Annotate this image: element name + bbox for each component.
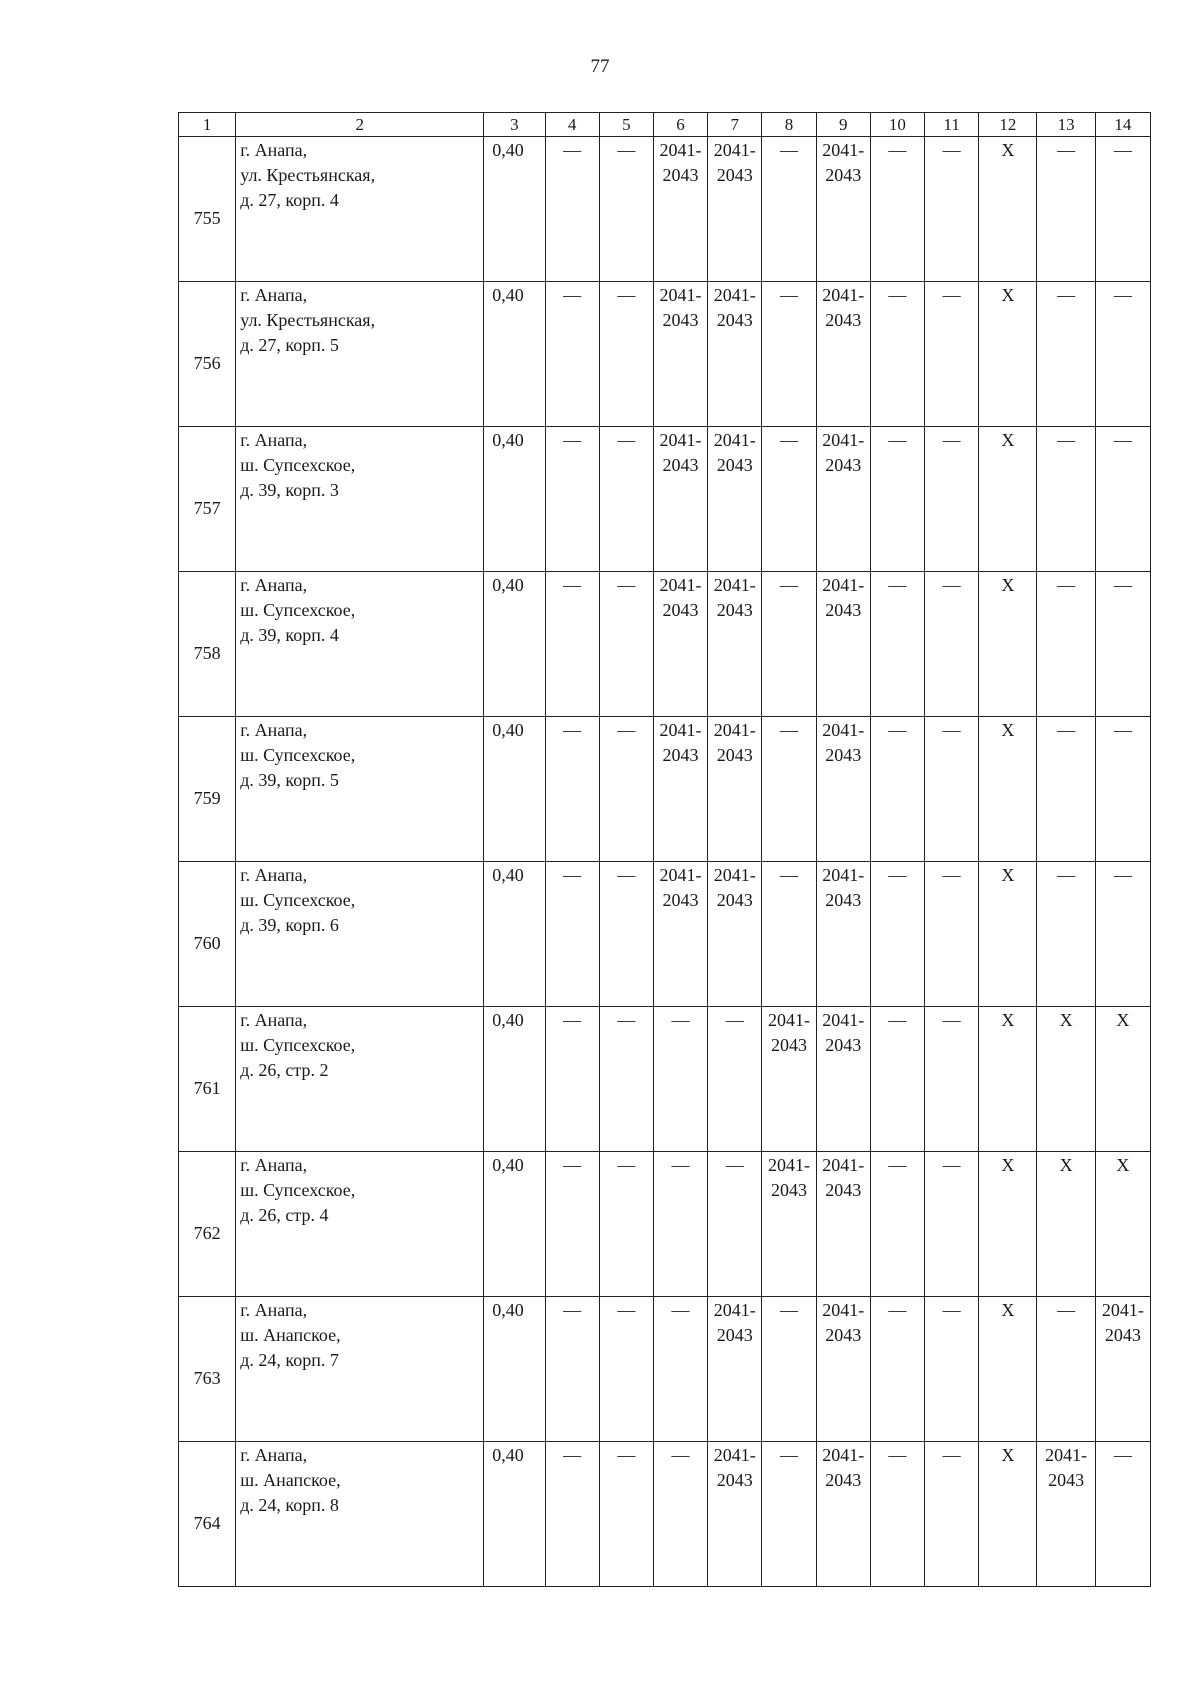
value-cell-col-10: — [870, 572, 924, 717]
value-cell-col-8: 2041- 2043 [762, 1152, 816, 1297]
value-cell-col-11: — [925, 1297, 979, 1442]
value-cell-col-9: 2041- 2043 [816, 572, 870, 717]
value-cell-col-11: — [925, 282, 979, 427]
address-line: д. 24, корп. 7 [240, 1350, 339, 1370]
address-line: д. 24, корп. 8 [240, 1495, 339, 1515]
value-cell-col-4: — [545, 1297, 599, 1442]
value-cell-col-5: — [599, 572, 653, 717]
value-cell-col-10: — [870, 717, 924, 862]
value-cell-col-4: — [545, 427, 599, 572]
value-cell-col-5: — [599, 1007, 653, 1152]
address-line: ш. Анапское, [240, 1325, 341, 1345]
value-cell-col-8: — [762, 717, 816, 862]
address-line: г. Анапа, [240, 430, 308, 450]
value-cell-col-14: X [1095, 1152, 1150, 1297]
table-row [179, 137, 1151, 282]
value-cell-col-5: — [599, 1442, 653, 1587]
row-number: 760 [179, 862, 236, 1007]
value-cell-col-6: 2041- 2043 [653, 427, 707, 572]
address-line: д. 39, корп. 3 [240, 480, 339, 500]
address-line: д. 27, корп. 5 [240, 335, 339, 355]
address-line: ш. Супсехское, [240, 600, 356, 620]
row-number: 757 [179, 427, 236, 572]
value-cell-col-3: 0,40 [484, 427, 545, 572]
value-cell-col-8: — [762, 1442, 816, 1587]
column-header-9: 9 [816, 113, 870, 137]
address-line: ш. Супсехское, [240, 1035, 356, 1055]
address-line: г. Анапа, [240, 285, 308, 305]
address-cell [236, 1442, 484, 1587]
value-cell-col-9: 2041- 2043 [816, 862, 870, 1007]
address-cell [236, 572, 484, 717]
value-cell-col-4: — [545, 1152, 599, 1297]
table-row [179, 1442, 1151, 1587]
schedule-table [178, 112, 1151, 1587]
value-cell-col-3: 0,40 [484, 1007, 545, 1152]
value-cell-col-12: X [979, 862, 1037, 1007]
value-cell-col-5: — [599, 1297, 653, 1442]
value-cell-col-3: 0,40 [484, 137, 545, 282]
address-line: д. 26, стр. 2 [240, 1060, 329, 1080]
column-header-3: 3 [484, 113, 545, 137]
value-cell-col-6: 2041- 2043 [653, 282, 707, 427]
value-cell-col-7: 2041- 2043 [708, 572, 762, 717]
value-cell-col-6: 2041- 2043 [653, 717, 707, 862]
value-cell-col-6: — [653, 1152, 707, 1297]
value-cell-col-5: — [599, 862, 653, 1007]
value-cell-col-9: 2041- 2043 [816, 137, 870, 282]
address-cell [236, 137, 484, 282]
column-header-2: 2 [236, 113, 484, 137]
value-cell-col-4: — [545, 282, 599, 427]
address-line: г. Анапа, [240, 1445, 308, 1465]
value-cell-col-14: — [1095, 1442, 1150, 1587]
value-cell-col-10: — [870, 137, 924, 282]
value-cell-col-4: — [545, 717, 599, 862]
value-cell-col-14: — [1095, 717, 1150, 862]
value-cell-col-6: 2041- 2043 [653, 137, 707, 282]
value-cell-col-13: — [1037, 1297, 1095, 1442]
value-cell-col-13: — [1037, 137, 1095, 282]
value-cell-col-7: — [708, 1152, 762, 1297]
address-line: д. 39, корп. 5 [240, 770, 339, 790]
value-cell-col-3: 0,40 [484, 1297, 545, 1442]
value-cell-col-7: 2041- 2043 [708, 137, 762, 282]
value-cell-col-13: — [1037, 862, 1095, 1007]
value-cell-col-7: 2041- 2043 [708, 862, 762, 1007]
value-cell-col-11: — [925, 862, 979, 1007]
value-cell-col-10: — [870, 1442, 924, 1587]
table-row [179, 427, 1151, 572]
table-row [179, 1152, 1151, 1297]
address-line: г. Анапа, [240, 865, 308, 885]
value-cell-col-9: 2041- 2043 [816, 1152, 870, 1297]
value-cell-col-7: 2041- 2043 [708, 282, 762, 427]
column-header-6: 6 [653, 113, 707, 137]
value-cell-col-14: — [1095, 137, 1150, 282]
column-header-7: 7 [708, 113, 762, 137]
address-line: ш. Супсехское, [240, 890, 356, 910]
value-cell-col-13: 2041- 2043 [1037, 1442, 1095, 1587]
address-cell [236, 1297, 484, 1442]
value-cell-col-9: 2041- 2043 [816, 1442, 870, 1587]
value-cell-col-7: 2041- 2043 [708, 1297, 762, 1442]
value-cell-col-6: — [653, 1297, 707, 1442]
address-line: д. 27, корп. 4 [240, 190, 339, 210]
value-cell-col-3: 0,40 [484, 717, 545, 862]
address-line: г. Анапа, [240, 1300, 308, 1320]
value-cell-col-9: 2041- 2043 [816, 717, 870, 862]
value-cell-col-5: — [599, 717, 653, 862]
value-cell-col-9: 2041- 2043 [816, 1007, 870, 1152]
value-cell-col-8: — [762, 137, 816, 282]
column-header-11: 11 [925, 113, 979, 137]
value-cell-col-7: — [708, 1007, 762, 1152]
value-cell-col-12: X [979, 1152, 1037, 1297]
value-cell-col-11: — [925, 1152, 979, 1297]
value-cell-col-13: — [1037, 572, 1095, 717]
value-cell-col-13: — [1037, 282, 1095, 427]
address-line: ш. Супсехское, [240, 1180, 356, 1200]
value-cell-col-4: — [545, 137, 599, 282]
column-header-12: 12 [979, 113, 1037, 137]
value-cell-col-6: — [653, 1007, 707, 1152]
address-line: г. Анапа, [240, 1155, 308, 1175]
row-number: 761 [179, 1007, 236, 1152]
value-cell-col-7: 2041- 2043 [708, 1442, 762, 1587]
table-row [179, 1007, 1151, 1152]
value-cell-col-5: — [599, 427, 653, 572]
value-cell-col-6: 2041- 2043 [653, 572, 707, 717]
value-cell-col-10: — [870, 282, 924, 427]
header-row [179, 113, 1151, 137]
value-cell-col-12: X [979, 1007, 1037, 1152]
table-body [179, 137, 1151, 1587]
value-cell-col-14: — [1095, 862, 1150, 1007]
value-cell-col-12: X [979, 282, 1037, 427]
value-cell-col-9: 2041- 2043 [816, 282, 870, 427]
row-number: 759 [179, 717, 236, 862]
address-cell [236, 717, 484, 862]
value-cell-col-13: — [1037, 717, 1095, 862]
address-cell [236, 282, 484, 427]
row-number: 755 [179, 137, 236, 282]
row-number: 758 [179, 572, 236, 717]
value-cell-col-13: X [1037, 1152, 1095, 1297]
value-cell-col-13: — [1037, 427, 1095, 572]
value-cell-col-11: — [925, 1442, 979, 1587]
value-cell-col-4: — [545, 572, 599, 717]
value-cell-col-6: — [653, 1442, 707, 1587]
address-line: д. 39, корп. 4 [240, 625, 339, 645]
value-cell-col-12: X [979, 717, 1037, 862]
row-number: 756 [179, 282, 236, 427]
value-cell-col-12: X [979, 137, 1037, 282]
value-cell-col-8: — [762, 427, 816, 572]
column-header-13: 13 [1037, 113, 1095, 137]
value-cell-col-12: X [979, 1297, 1037, 1442]
value-cell-col-11: — [925, 717, 979, 862]
value-cell-col-3: 0,40 [484, 1152, 545, 1297]
column-header-10: 10 [870, 113, 924, 137]
address-line: ул. Крестьянская, [240, 165, 376, 185]
row-number: 764 [179, 1442, 236, 1587]
value-cell-col-9: 2041- 2043 [816, 1297, 870, 1442]
value-cell-col-9: 2041- 2043 [816, 427, 870, 572]
table-row [179, 1297, 1151, 1442]
value-cell-col-10: — [870, 427, 924, 572]
value-cell-col-11: — [925, 137, 979, 282]
address-line: д. 39, корп. 6 [240, 915, 339, 935]
address-cell [236, 1152, 484, 1297]
value-cell-col-4: — [545, 862, 599, 1007]
row-number: 763 [179, 1297, 236, 1442]
value-cell-col-10: — [870, 862, 924, 1007]
address-cell [236, 1007, 484, 1152]
value-cell-col-5: — [599, 137, 653, 282]
value-cell-col-7: 2041- 2043 [708, 717, 762, 862]
value-cell-col-12: X [979, 572, 1037, 717]
value-cell-col-11: — [925, 1007, 979, 1152]
address-line: ш. Супсехское, [240, 455, 356, 475]
value-cell-col-8: 2041- 2043 [762, 1007, 816, 1152]
value-cell-col-10: — [870, 1297, 924, 1442]
value-cell-col-8: — [762, 282, 816, 427]
column-header-1: 1 [179, 113, 236, 137]
value-cell-col-10: — [870, 1007, 924, 1152]
value-cell-col-14: 2041- 2043 [1095, 1297, 1150, 1442]
value-cell-col-14: X [1095, 1007, 1150, 1152]
column-header-8: 8 [762, 113, 816, 137]
value-cell-col-13: X [1037, 1007, 1095, 1152]
value-cell-col-5: — [599, 1152, 653, 1297]
value-cell-col-14: — [1095, 427, 1150, 572]
value-cell-col-6: 2041- 2043 [653, 862, 707, 1007]
value-cell-col-12: X [979, 1442, 1037, 1587]
address-line: г. Анапа, [240, 140, 308, 160]
address-line: ш. Анапское, [240, 1470, 341, 1490]
value-cell-col-7: 2041- 2043 [708, 427, 762, 572]
table-row [179, 572, 1151, 717]
address-line: д. 26, стр. 4 [240, 1205, 329, 1225]
table-row [179, 862, 1151, 1007]
value-cell-col-3: 0,40 [484, 1442, 545, 1587]
page-number: 77 [590, 56, 610, 77]
address-line: ш. Супсехское, [240, 745, 356, 765]
value-cell-col-4: — [545, 1007, 599, 1152]
address-line: г. Анапа, [240, 575, 308, 595]
row-number: 762 [179, 1152, 236, 1297]
value-cell-col-11: — [925, 427, 979, 572]
table-row [179, 717, 1151, 862]
value-cell-col-8: — [762, 1297, 816, 1442]
address-cell [236, 862, 484, 1007]
value-cell-col-3: 0,40 [484, 282, 545, 427]
value-cell-col-3: 0,40 [484, 862, 545, 1007]
value-cell-col-3: 0,40 [484, 572, 545, 717]
value-cell-col-14: — [1095, 282, 1150, 427]
column-header-5: 5 [599, 113, 653, 137]
value-cell-col-8: — [762, 572, 816, 717]
value-cell-col-5: — [599, 282, 653, 427]
address-cell [236, 427, 484, 572]
value-cell-col-4: — [545, 1442, 599, 1587]
value-cell-col-8: — [762, 862, 816, 1007]
column-header-4: 4 [545, 113, 599, 137]
value-cell-col-10: — [870, 1152, 924, 1297]
value-cell-col-14: — [1095, 572, 1150, 717]
value-cell-col-12: X [979, 427, 1037, 572]
address-line: г. Анапа, [240, 1010, 308, 1030]
value-cell-col-11: — [925, 572, 979, 717]
column-header-14: 14 [1095, 113, 1150, 137]
table-row [179, 282, 1151, 427]
address-line: ул. Крестьянская, [240, 310, 376, 330]
address-line: г. Анапа, [240, 720, 308, 740]
